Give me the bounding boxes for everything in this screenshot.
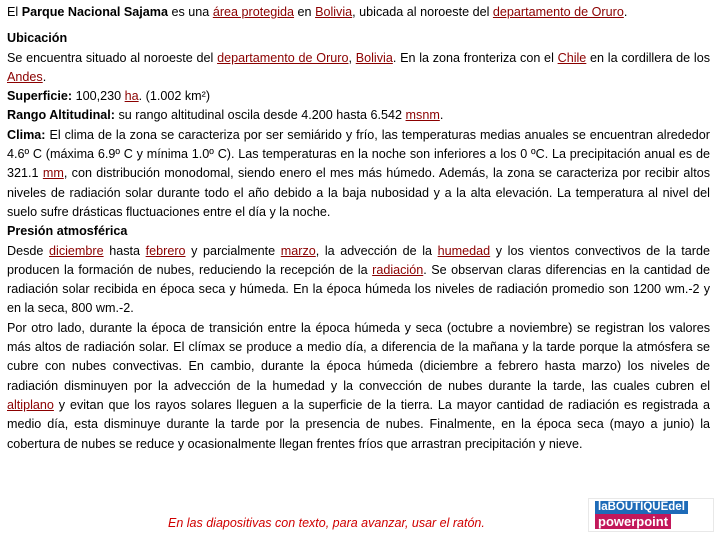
text: Desde [7,243,50,258]
logo-line-1: laBOUTIQUEdel [595,501,688,514]
text: . [623,5,628,19]
text: Se encuentra situado al noroeste del [7,50,218,65]
boutique-logo [588,498,714,532]
heading-presion: Presión atmosférica [7,224,128,239]
link-chile[interactable]: Chile [557,50,587,65]
footer-instruction: En las diapositivas con texto, para avanzar, usar el ratón. [168,516,485,530]
park-name: Parque Nacional Sajama [21,5,168,19]
superficie-paragraph [7,87,710,106]
text: . (1.002 km²) [138,89,211,104]
link-departamento-oruro[interactable]: departamento de Oruro [492,5,624,19]
link-mm[interactable]: mm [42,166,64,181]
rango-label: Rango Altitudinal: [7,108,115,123]
text: y parcialmente [185,243,281,258]
text: su rango altitudinal oscila desde 4.200 hasta 6.542 [114,108,406,123]
text: . [42,69,47,84]
text: , con distribución monodomal, siendo enero el mes más húmedo. Además, la zona se caracteriza por recibir altos niveles de radiación solar durante todo el año debido a la baja nubosidad y a la alta elevación. La temperatura al nivel del suelo sufre drásticas fluctuaciones entre el día y la noche. [7,166,710,219]
link-marzo[interactable]: marzo [280,243,316,258]
intro-paragraph [7,3,710,22]
link-ha[interactable]: ha [124,89,139,104]
rango-paragraph [7,106,710,125]
link-radiacion[interactable]: radiación [372,262,424,277]
link-diciembre[interactable]: diciembre [49,243,104,258]
clima-label: Clima: [7,127,46,142]
link-departamento-oruro[interactable]: departamento de Oruro [217,50,349,65]
presion-paragraph-2 [7,319,710,454]
text: y los vientos convectivos de la tarde producen la formación de nubes, reduciendo la recepción de la [7,243,710,277]
link-bolivia[interactable]: Bolivia [315,5,353,19]
heading-ubicacion: Ubicación [7,31,68,46]
text: , la advección de la [315,243,438,258]
text: en la cordillera de los [586,50,711,65]
text: . [439,108,444,123]
link-altiplano[interactable]: altiplano [7,397,54,412]
text: en [294,5,316,19]
presion-paragraph-1 [7,242,710,319]
text: es una [168,5,213,19]
link-andes[interactable]: Andes [7,69,43,84]
document-body [7,3,710,454]
link-area-protegida[interactable]: área protegida [212,5,295,19]
link-humedad[interactable]: humedad [437,243,491,258]
link-febrero[interactable]: febrero [145,243,186,258]
text: El clima de la zona se caracteriza por ser semiárido y frío, las temperaturas medias anuales se encuentran alrededor 4.6º C (máxima 6.9º C y mínima 1.0º C). Las temperaturas en la noche son inferiores a los 0 ºC. La precipitación anual es de 321.1 [7,127,710,181]
text: , ubicada al noroeste del [352,5,493,19]
text: El [7,5,22,19]
link-msnm[interactable]: msnm [405,108,440,123]
ubicacion-paragraph [7,49,710,88]
clima-paragraph [7,126,710,222]
text: Por otro lado, durante la época de transición entre la época húmeda y seca (octubre a noviembre) se registran los valores más altos de radiación solar. El clímax se produce a medio día, a diferencia de la mañana y la tarde porque la atmósfera se cubre con nubes convectivas. En cambio, durante la época húmeda (diciembre a febrero hasta marzo) los niveles de radiación disminuyen por la advección de la humedad y la convección de nubes durante la tarde, las cuales cubren el [7,320,710,393]
text: . En la zona fronteriza con el [392,50,558,65]
logo-line-2: powerpoint [595,514,671,529]
text: . Se observan claras diferencias en la cantidad de radiación solar recibida en época seca y húmeda. En la época húmeda los niveles de radiación promedio son 1200 wm.-2 y en la seca, 800 wm.-2. [7,262,710,316]
text: y evitan que los rayos solares lleguen a la superficie de la tierra. La mayor cantidad de radiación es registrada a medio día, esta disminuye durante la tarde por la presencia de nubes. Finalmente, en la época seca (mayo a junio) la cobertura de nubes se reduce y ocasionalmente llegan frentes fríos que arrastran precipitación y nieve. [7,397,710,451]
text: , [348,50,356,65]
link-bolivia[interactable]: Bolivia [355,50,393,65]
superficie-label: Superficie: [7,89,73,104]
text: 100,230 [72,89,125,104]
text: hasta [103,243,146,258]
